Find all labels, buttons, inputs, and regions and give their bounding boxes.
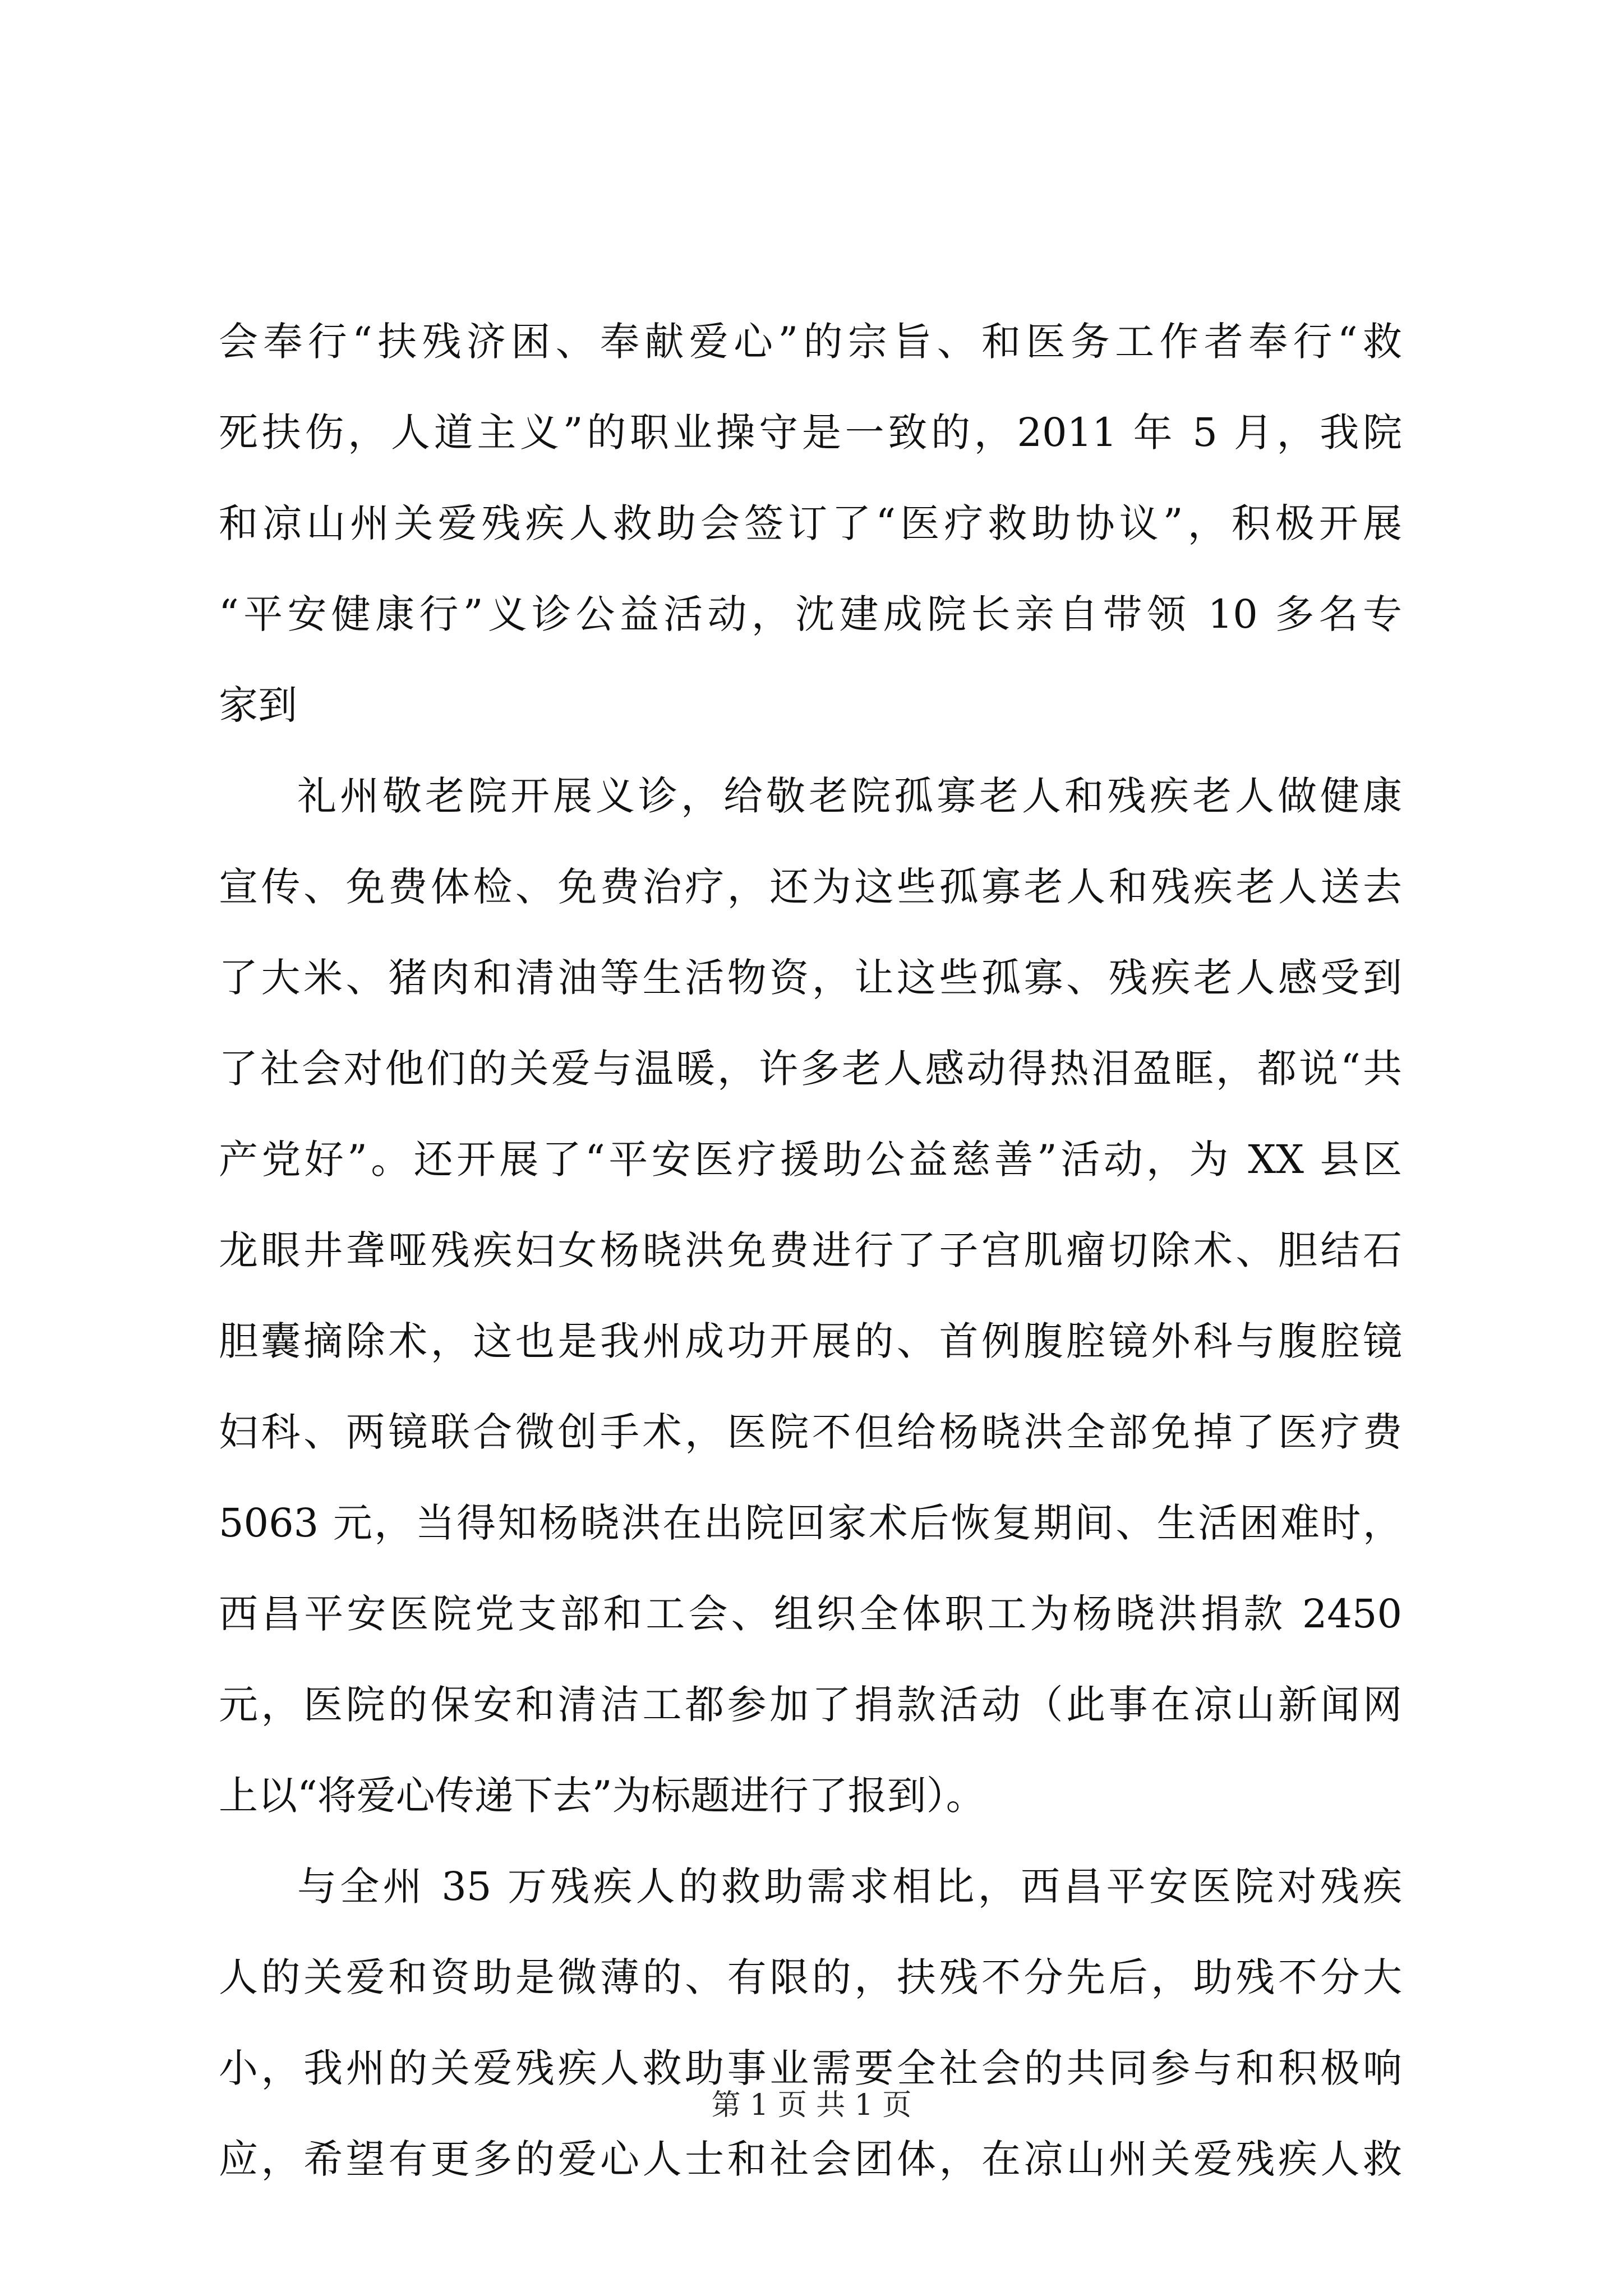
text-line: 会奉行“扶残济困、奉献爱心”的宗旨、和医务工作者奉行“救: [219, 319, 1402, 365]
text-line: 宣传、免费体检、免费治疗，还为这些孤寡老人和残疾老人送去: [219, 864, 1402, 910]
text-line: 元，医院的保安和清洁工都参加了捐款活动（此事在凉山新闻网: [219, 1682, 1402, 1728]
text-line: 上以“将爱心传递下去”为标题进行了报到）。: [219, 1773, 985, 1819]
text-line: 应，希望有更多的爱心人士和社会团体，在凉山州关爱残疾人救: [219, 2136, 1402, 2182]
text-line: 家到: [219, 682, 297, 728]
text-line: 了大米、猪肉和清油等生活物资，让这些孤寡、残疾老人感受到: [219, 955, 1402, 1001]
text-line: 死扶伤，人道主义”的职业操守是一致的，2011 年 5 月，我院: [219, 409, 1402, 455]
text-line: 胆囊摘除术，这也是我州成功开展的、首例腹腔镜外科与腹腔镜: [219, 1318, 1402, 1364]
text-line: 人的关爱和资助是微薄的、有限的，扶残不分先后，助残不分大: [219, 1954, 1402, 2000]
text-line: 和凉山州关爱残疾人救助会签订了“医疗救助协议”，积极开展: [219, 500, 1402, 546]
page-number-label: 第 1 页 共 1 页: [711, 2088, 912, 2122]
page-footer: [0, 2081, 1623, 2123]
text-line: 了社会对他们的关爱与温暖，许多老人感动得热泪盈眶，都说“共: [219, 1046, 1402, 1092]
text-line: 产党好”。还开展了“平安医疗援助公益慈善”活动，为 XX 县区: [219, 1137, 1402, 1182]
text-line: 妇科、两镜联合微创手术，医院不但给杨晓洪全部免掉了医疗费: [219, 1409, 1402, 1455]
text-line: 西昌平安医院党支部和工会、组织全体职工为杨晓洪捐款 2450: [219, 1591, 1402, 1637]
text-line: 龙眼井聋哑残疾妇女杨晓洪免费进行了子宫肌瘤切除术、胆结石: [219, 1227, 1402, 1273]
body-text: [219, 296, 1402, 2205]
text-line: 5063 元，当得知杨晓洪在出院回家术后恢复期间、生活困难时，: [219, 1500, 1402, 1546]
text-line: 小，我州的关爱残疾人救助事业需要全社会的共同参与和积极响: [219, 2045, 1402, 2091]
text-line: 与全州 35 万残疾人的救助需求相比，西昌平安医院对残疾: [297, 1864, 1402, 1910]
text-line: “平安健康行”义诊公益活动，沈建成院长亲自带领 10 多名专: [219, 591, 1402, 637]
text-line: 礼州敬老院开展义诊，给敬老院孤寡老人和残疾老人做健康: [297, 773, 1402, 819]
